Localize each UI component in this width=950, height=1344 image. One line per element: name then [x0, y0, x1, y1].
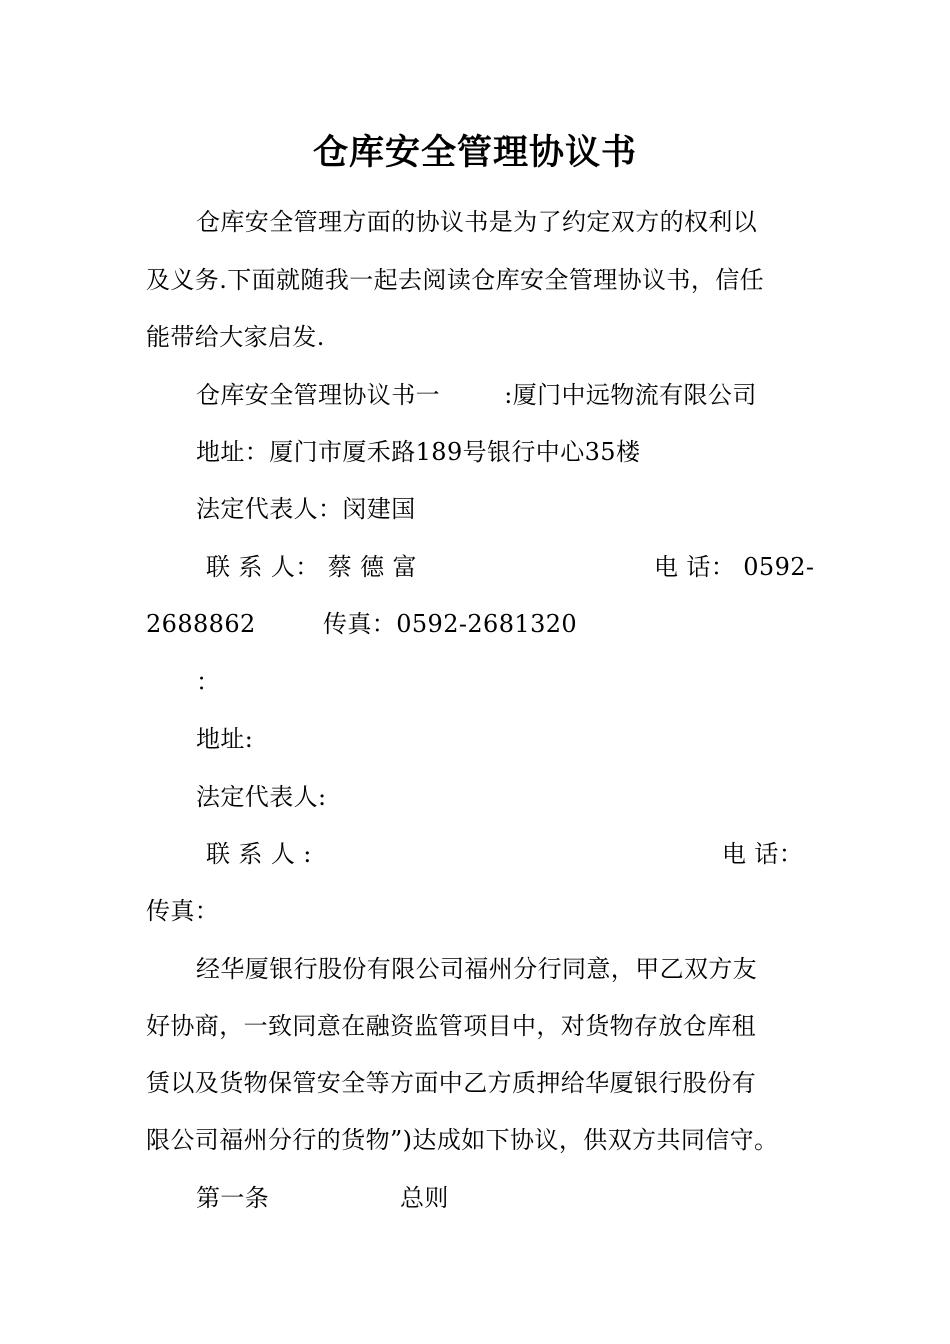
article-1-number: 第一条 [196, 1184, 270, 1212]
intro-line-1: 仓库安全管理方面的协议书是为了约定双方的权利以 [196, 208, 758, 236]
document-title: 仓库安全管理协议书 [312, 132, 637, 173]
agreement-line-1: 经华厦银行股份有限公司福州分行同意，甲乙双方友 [196, 955, 758, 983]
intro-line-2: 及义务.下面就随我一起去阅读仓库安全管理协议书，信任 [146, 266, 765, 294]
party-a-fax: 传真：0592-2681320 [323, 610, 578, 638]
party-b-fax: 传真： [146, 897, 220, 925]
party-a-contact: 联 系 人： 蔡 德 富 [206, 553, 417, 581]
party-b-colon: ： [196, 668, 221, 696]
party-a-phone-label: 电 话： 0592- [654, 553, 815, 581]
article-1-name: 总则 [400, 1184, 449, 1212]
agreement-line-2: 好协商，一致同意在融资监管项目中，对货物存放仓库租 [146, 1012, 756, 1040]
party-a-legal-rep: 法定代表人：闵建国 [196, 495, 416, 523]
party-a-heading: 仓库安全管理协议书一 :厦门中远物流有限公司 [196, 381, 757, 409]
party-a-phone-cont: 2688862 [146, 610, 256, 638]
party-b-legal-rep: 法定代表人: [196, 783, 327, 811]
party-a-address: 地址：厦门市厦禾路189号银行中心35楼 [196, 438, 641, 466]
party-b-phone: 电 话： [722, 840, 804, 868]
party-b-address: 地址: [196, 725, 254, 753]
party-b-contact: 联 系 人 : [206, 840, 312, 868]
agreement-line-4: 限公司福州分行的货物”)达成如下协议，供双方共同信守。 [146, 1126, 779, 1154]
agreement-line-3: 赁以及货物保管安全等方面中乙方质押给华厦银行股份有 [146, 1069, 756, 1097]
intro-line-3: 能带给大家启发. [146, 323, 325, 351]
